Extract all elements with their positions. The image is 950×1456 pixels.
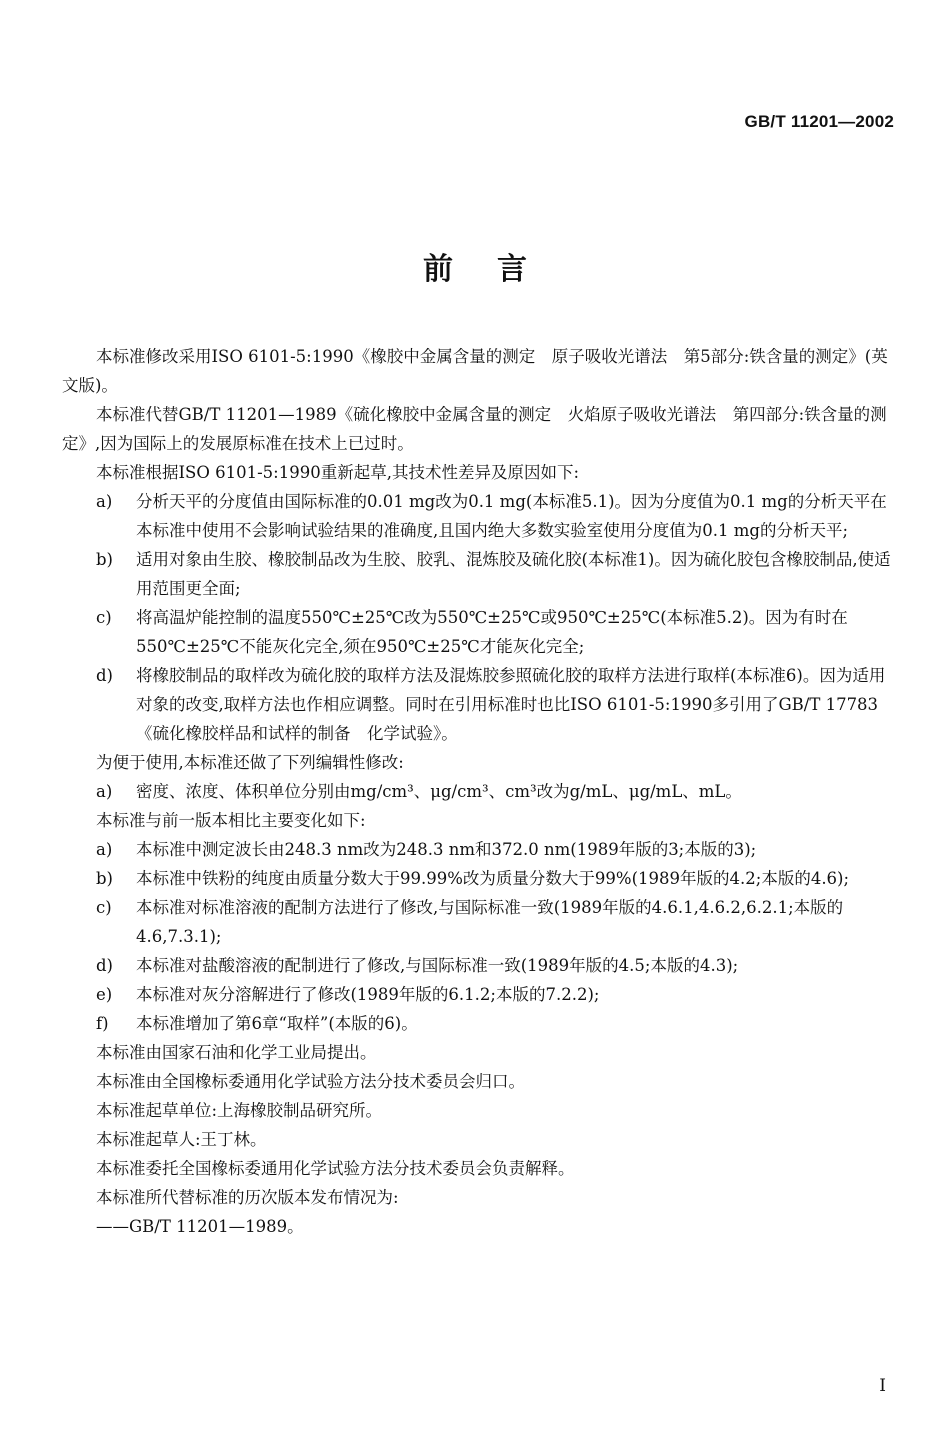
list-item [62,1009,894,1038]
list-item-text: 本标准增加了第6章“取样”(本版的6)。 [136,1014,418,1033]
closing-paragraph: 本标准由全国橡标委通用化学试验方法分技术委员会归口。 [96,1072,525,1091]
list-item [62,864,894,893]
list-item-text: 分析天平的分度值由国际标准的0.01 mg改为0.1 mg(本标准5.1)。因为分度值为0.1 mg的分析天平在本标准中使用不会影响试验结果的准确度,且国内绝大多数实验室使用分度值为0.1 mg的分析天平; [136,492,887,540]
page-number: I [879,1376,886,1396]
list-item-label: b) [96,550,113,569]
editorial-intro: 为便于使用,本标准还做了下列编辑性修改: [96,753,404,772]
technical-differences-list [62,487,894,748]
list-item-label: e) [96,985,113,1004]
superseded-version: ——GB/T 11201—1989。 [96,1217,304,1236]
closing-paragraph: 本标准起草人:王丁林。 [96,1130,267,1149]
editorial-changes-list [62,777,894,806]
list-item [62,980,894,1009]
page-title: 前言 [423,252,571,287]
foreword-body [62,342,894,1241]
intro-paragraph: 本标准根据ISO 6101-5:1990重新起草,其技术性差异及原因如下: [96,463,580,482]
list-item-label: c) [96,898,112,917]
list-item [62,951,894,980]
list-item-text: 本标准对盐酸溶液的配制进行了修改,与国际标准一致(1989年版的4.5;本版的4.3); [136,956,739,975]
list-item [62,545,894,603]
main-changes-list [62,835,894,1038]
list-item [62,893,894,951]
closing-paragraph: 本标准起草单位:上海橡胶制品研究所。 [96,1101,383,1120]
closing-paragraph: 本标准所代替标准的历次版本发布情况为: [96,1188,399,1207]
list-item-label: a) [96,492,113,511]
list-item-label: d) [96,956,113,975]
list-item-text: 密度、浓度、体积单位分别由mg/cm³、μg/cm³、cm³改为g/mL、μg/mL、mL。 [136,782,742,801]
list-item [62,661,894,748]
changes-intro: 本标准与前一版本相比主要变化如下: [96,811,366,830]
list-item-label: b) [96,869,113,888]
list-item-text: 本标准对标准溶液的配制方法进行了修改,与国际标准一致(1989年版的4.6.1,4.6.2,6.2.1;本版的4.6,7.3.1); [136,898,844,946]
list-item-label: c) [96,608,112,627]
list-item-text: 将高温炉能控制的温度550℃±25℃改为550℃±25℃或950℃±25℃(本标准5.2)。因为有时在550℃±25℃不能灰化完全,须在950℃±25℃才能灰化完全; [136,608,848,656]
list-item [62,777,894,806]
list-item-label: a) [96,782,113,801]
list-item [62,487,894,545]
closing-paragraph: 本标准由国家石油和化学工业局提出。 [96,1043,377,1062]
list-item-label: a) [96,840,113,859]
list-item-text: 将橡胶制品的取样改为硫化胶的取样方法及混炼胶参照硫化胶的取样方法进行取样(本标准6)。因为适用对象的改变,取样方法也作相应调整。同时在引用标准时也比ISO 6101-5:1990多引用了GB/T 17783《硫化橡胶样品和试样的制备 化学试验》。 [136,666,886,743]
list-item [62,835,894,864]
closing-paragraph: 本标准委托全国橡标委通用化学试验方法分技术委员会负责解释。 [96,1159,575,1178]
list-item-text: 本标准中铁粉的纯度由质量分数大于99.99%改为质量分数大于99%(1989年版的4.2;本版的4.6); [136,869,850,888]
standard-number: GB/T 11201—2002 [744,112,894,131]
list-item-text: 本标准对灰分溶解进行了修改(1989年版的6.1.2;本版的7.2.2); [136,985,600,1004]
intro-paragraph: 本标准代替GB/T 11201—1989《硫化橡胶中金属含量的测定 火焰原子吸收光谱法 第四部分:铁含量的测定》,因为国际上的发展原标准在技术上已过时。 [62,405,887,453]
list-item-text: 适用对象由生胶、橡胶制品改为生胶、胶乳、混炼胶及硫化胶(本标准1)。因为硫化胶包含橡胶制品,使适用范围更全面; [136,550,891,598]
intro-paragraph: 本标准修改采用ISO 6101-5:1990《橡胶中金属含量的测定 原子吸收光谱法 第5部分:铁含量的测定》(英文版)。 [62,347,888,395]
list-item [62,603,894,661]
list-item-label: f) [96,1014,109,1033]
list-item-text: 本标准中测定波长由248.3 nm改为248.3 nm和372.0 nm(1989年版的3;本版的3); [136,840,757,859]
list-item-label: d) [96,666,113,685]
